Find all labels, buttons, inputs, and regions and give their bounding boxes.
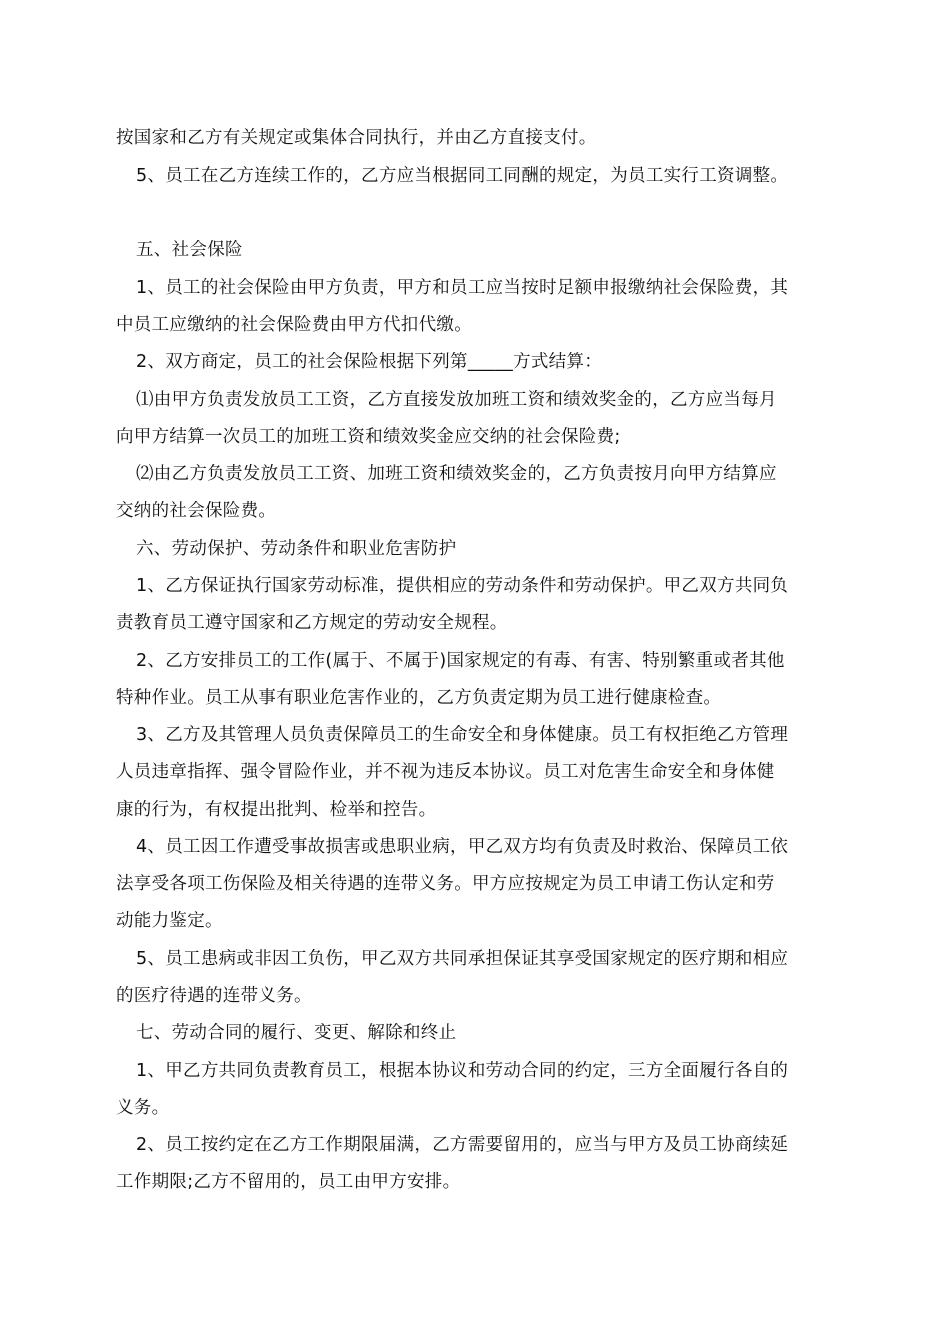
paragraph-line: 工作期限;乙方不留用的，员工由甲方安排。	[116, 1172, 461, 1192]
paragraph-line: 1、员工的社会保险由甲方负责，甲方和员工应当按时足额申报缴纳社会保险费，其	[136, 278, 789, 298]
paragraph-line: 2、员工按约定在乙方工作期限届满，乙方需要留用的，应当与甲方及员工协商续延	[136, 1135, 789, 1155]
paragraph-line: 5、员工患病或非因工负伤，甲乙双方共同承担保证其享受国家规定的医疗期和相应	[136, 949, 789, 969]
paragraph-line: 康的行为，有权提出批判、检举和控告。	[116, 800, 437, 820]
paragraph-line: 1、甲乙方共同负责教育员工，根据本协议和劳动合同的约定，三方全面履行各自的	[136, 1061, 789, 1081]
paragraph-line: 交纳的社会保险费。	[116, 501, 277, 521]
paragraph-line: 向甲方结算一次员工的加班工资和绩效奖金应交纳的社会保险费;	[116, 427, 621, 447]
section-heading: 五、社会保险	[136, 240, 243, 260]
paragraph-line: ⑵由乙方负责发放员工工资、加班工资和绩效奖金的，乙方负责按月向甲方结算应	[136, 464, 777, 484]
paragraph-line: 法享受各项工伤保险及相关待遇的连带义务。甲方应按规定为员工申请工伤认定和劳	[116, 874, 775, 894]
paragraph-line: 按国家和乙方有关规定或集体合同执行，并由乙方直接支付。	[116, 128, 597, 148]
paragraph-line: 5、员工在乙方连续工作的，乙方应当根据同工同酬的规定，为员工实行工资调整。	[136, 166, 789, 186]
paragraph-line: 动能力鉴定。	[116, 911, 223, 931]
section-heading: 七、劳动合同的履行、变更、解除和终止	[136, 1023, 457, 1043]
paragraph-line: 4、员工因工作遭受事故损害或患职业病，甲乙双方均有负责及时救治、保障员工依	[136, 837, 789, 857]
paragraph-line: 2、双方商定，员工的社会保险根据下列第_____方式结算：	[136, 352, 603, 372]
paragraph-line: 1、乙方保证执行国家劳动标准，提供相应的劳动条件和劳动保护。甲乙双方共同负	[136, 576, 789, 596]
paragraph-line: 人员违章指挥、强令冒险作业，并不视为违反本协议。员工对危害生命安全和身体健	[116, 762, 775, 782]
paragraph-line: 的医疗待遇的连带义务。	[116, 986, 312, 1006]
paragraph-line: 2、乙方安排员工的工作(属于、不属于)国家规定的有毒、有害、特别繁重或者其他	[136, 651, 785, 671]
paragraph-line: ⑴由甲方负责发放员工工资，乙方直接发放加班工资和绩效奖金的，乙方应当每月	[136, 390, 777, 410]
paragraph-line: 3、乙方及其管理人员负责保障员工的生命安全和身体健康。员工有权拒绝乙方管理	[136, 725, 789, 745]
paragraph-line: 中员工应缴纳的社会保险费由甲方代扣代缴。	[116, 315, 472, 335]
section-heading: 六、劳动保护、劳动条件和职业危害防护	[136, 539, 457, 559]
paragraph-line: 特种作业。员工从事有职业危害作业的，乙方负责定期为员工进行健康检查。	[116, 688, 722, 708]
paragraph-line: 义务。	[116, 1098, 170, 1118]
paragraph-line: 责教育员工遵守国家和乙方规定的劳动安全规程。	[116, 613, 508, 633]
